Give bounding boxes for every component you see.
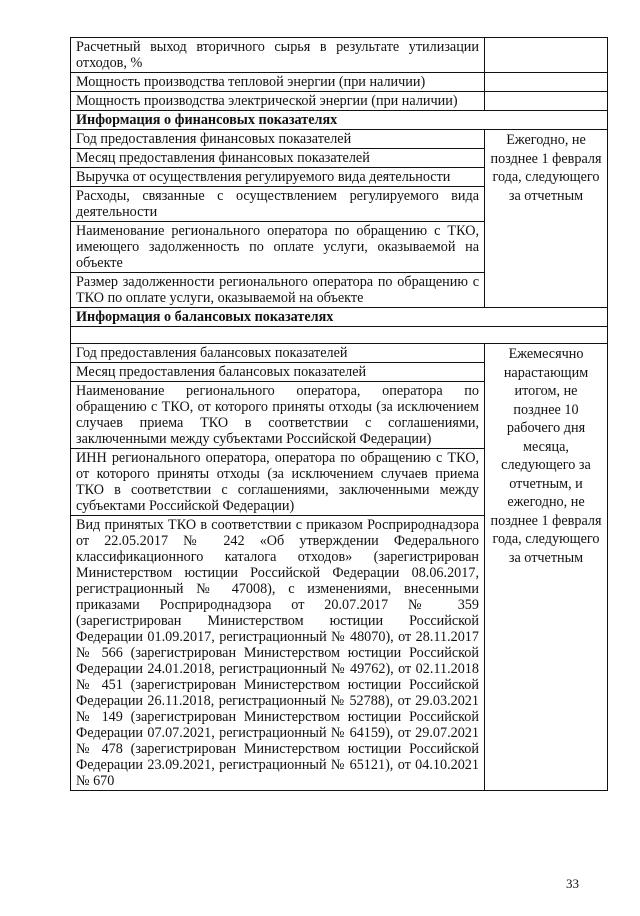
table-row <box>71 344 608 363</box>
section-heading-row <box>71 308 608 327</box>
section-heading-balance: Информация о балансовых показателях <box>71 308 608 327</box>
table-cell: Расчетный выход вторичного сырья в результате утилизации отходов, % <box>71 38 485 73</box>
table-cell-empty <box>485 92 608 111</box>
table-cell: Мощность производства электрической энергии (при наличии) <box>71 92 485 111</box>
page-number: 33 <box>566 876 579 891</box>
section-heading-financial: Информация о финансовых показателях <box>71 111 608 130</box>
requirements-table <box>70 37 608 791</box>
table-cell: Месяц предоставления балансовых показателей <box>71 363 485 382</box>
table-row <box>71 92 608 111</box>
spacer-row <box>71 327 608 344</box>
table-row <box>71 38 608 73</box>
table-cell: Наименование регионального оператора, оператора по обращению с ТКО, от которого приняты отходы (за исключением случаев приема ТКО в соответствии с соглашениями, заключенными между субъектами Российской Федерации) <box>71 382 485 449</box>
table-cell: Вид принятых ТКО в соответствии с приказом Росприроднадзора от 22.05.2017 № 242 «Об утверждении Федерального классификационного каталога отходов» (зарегистрирован Министерством юстиции Российской Федерации 08.06.2017, регистрационный № 47008), с изменениями, внесенными приказами Росприроднадзора от 20.07.2017 № 359 (зарегистрирован Министерством юстиции Российской Федерации 01.09.2017, регистрационный № 48070), от 28.11.2017 № 566 (зарегистрирован Министерством юстиции Российской Федерации 24.01.2018, регистрационный № 49762), от 02.11.2018 № 451 (зарегистрирован Министерством юстиции Российской Федерации 26.11.2018, регистрационный № 52788), от 29.03.2021 № 149 (зарегистрирован Министерством юстиции Российской Федерации 07.07.2021, регистрационный № 64159), от 29.07.2021 № 478 (зарегистрирован Министерством юстиции Российской Федерации 23.09.2021, регистрационный № 65121), от 04.10.2021 № 670 <box>71 516 485 791</box>
table-cell: Месяц предоставления финансовых показателей <box>71 149 485 168</box>
table-cell-empty <box>485 73 608 92</box>
table-cell: Расходы, связанные с осуществлением регулируемого вида деятельности <box>71 187 485 222</box>
frequency-cell-balance: Ежемесячно нарастающим итогом, не позднее 10 рабочего дня месяца, следующего за отчетным, и ежегодно, не позднее 1 февраля года, следующего за отчетным <box>485 344 608 791</box>
table-cell: Размер задолженности регионального оператора по обращению с ТКО по оплате услуги, оказываемой на объекте <box>71 273 485 308</box>
section-heading-row <box>71 111 608 130</box>
table-cell: Наименование регионального оператора по обращению с ТКО, имеющего задолженность по оплате услуги, оказываемой на объекте <box>71 222 485 273</box>
table-cell: Год предоставления балансовых показателей <box>71 344 485 363</box>
table-row <box>71 73 608 92</box>
table-cell: Выручка от осуществления регулируемого вида деятельности <box>71 168 485 187</box>
frequency-cell-financial: Ежегодно, не позднее 1 февраля года, следующего за отчетным <box>485 130 608 308</box>
table-cell-empty <box>485 38 608 73</box>
table-cell: ИНН регионального оператора, оператора по обращению с ТКО, от которого приняты отходы (за исключением случаев приема ТКО в соответствии с соглашениями, заключенными между субъектами Российской Федерации) <box>71 449 485 516</box>
table-cell-empty <box>71 327 608 344</box>
table-row <box>71 130 608 149</box>
table-cell: Год предоставления финансовых показателей <box>71 130 485 149</box>
table-cell: Мощность производства тепловой энергии (при наличии) <box>71 73 485 92</box>
